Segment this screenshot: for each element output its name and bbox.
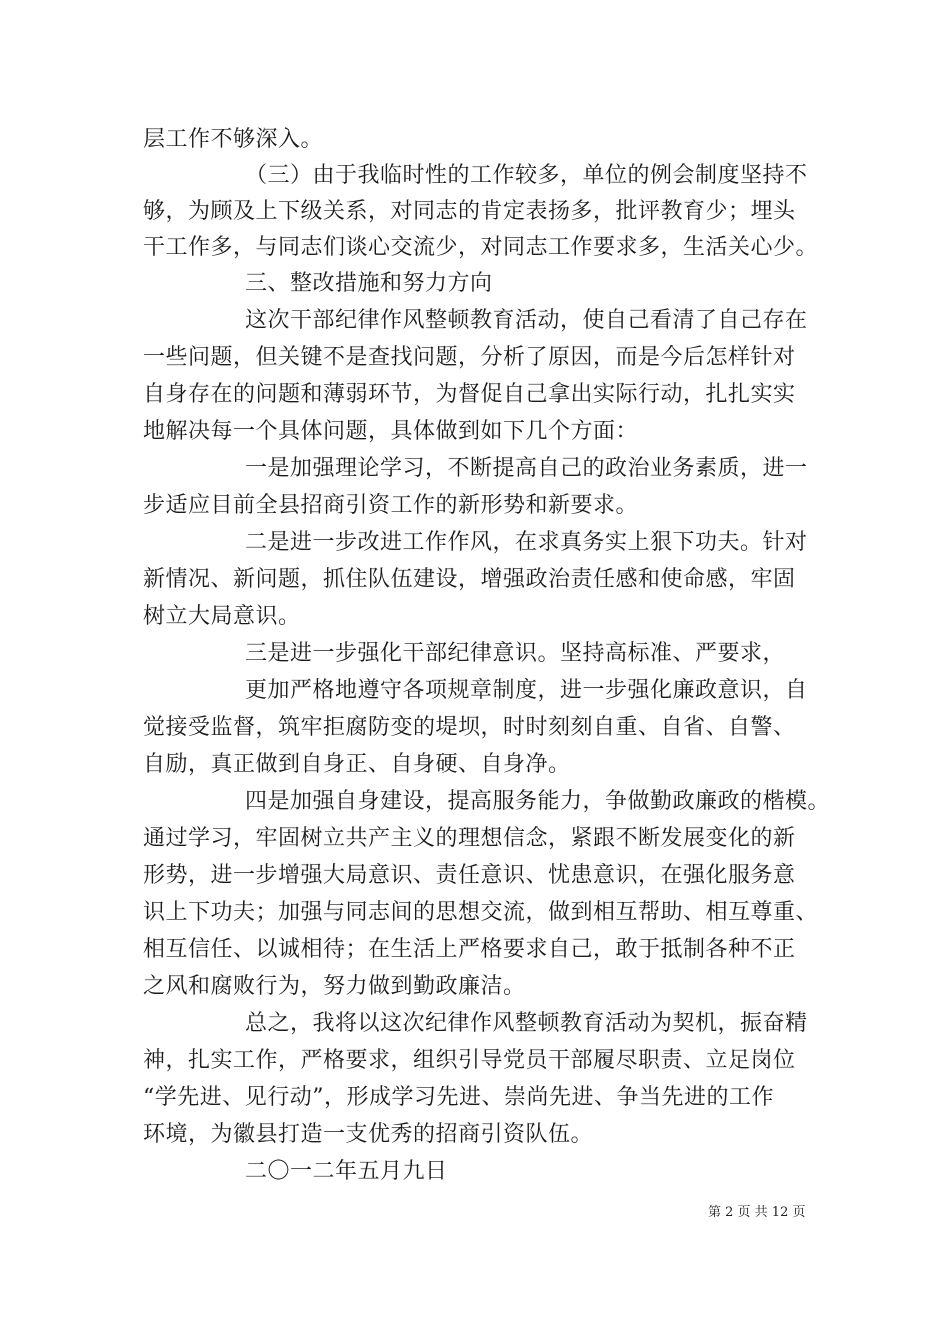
text-line: 总之，我将以这次纪律作风整顿教育活动为契机，振奋精 <box>245 1011 808 1036</box>
text-line: 树立大局意识。 <box>143 604 301 629</box>
text-line: 相互信任、以诚相待；在生活上严格要求自己，敢于抵制各种不正 <box>143 937 796 962</box>
text-line: 新情况、新问题，抓住队伍建设，增强政治责任感和使命感，牢固 <box>143 567 796 592</box>
text-line: 觉接受监督，筑牢拒腐防变的堤坝，时时刻刻自重、自省、自警、 <box>143 715 796 740</box>
text-line: 自身存在的问题和薄弱环节，为督促自己拿出实际行动，扎扎实实 <box>143 382 796 407</box>
text-line: 干工作多，与同志们谈心交流少，对同志工作要求多，生活关心少。 <box>143 235 819 260</box>
text-line: 神，扎实工作，严格要求，组织引导党员干部履尽职责、立足岗位 <box>143 1048 796 1073</box>
text-line: 四是加强自身建设，提高服务能力，争做勤政廉政的楷模。 <box>245 789 831 814</box>
text-line: （三）由于我临时性的工作较多，单位的例会制度坚持不 <box>245 163 808 188</box>
text-line: 层工作不够深入。 <box>143 127 324 152</box>
text-line: 一是加强理论学习，不断提高自己的政治业务素质，进一 <box>245 456 808 481</box>
text-line: 形势，进一步增强大局意识、责任意识、忧患意识，在强化服务意 <box>143 863 796 888</box>
text-line: 通过学习，牢固树立共产主义的理想信念，紧跟不断发展变化的新 <box>143 826 796 851</box>
text-line: “学先进、见行动”，形成学习先进、崇尚先进、争当先进的工作 <box>143 1085 774 1110</box>
section-heading: 三、整改措施和努力方向 <box>245 271 493 296</box>
text-line: 识上下功夫；加强与同志间的思想交流，做到相互帮助、相互尊重、 <box>143 900 819 925</box>
text-line: 步适应目前全县招商引资工作的新形势和新要求。 <box>143 493 639 518</box>
text-line: 三是进一步强化干部纪律意识。坚持高标准、严要求， <box>245 641 786 666</box>
text-line: 环境，为徽县打造一支优秀的招商引资队伍。 <box>143 1122 594 1147</box>
page-number-footer: 第 2 页 共 12 页 <box>708 1205 806 1220</box>
text-line: 更加严格地遵守各项规章制度，进一步强化廉政意识，自 <box>245 678 808 703</box>
text-line: 够，为顾及上下级关系，对同志的肯定表扬多，批评教育少；埋头 <box>143 199 796 224</box>
text-line: 这次干部纪律作风整顿教育活动，使自己看清了自己存在 <box>245 308 808 333</box>
text-line: 之风和腐败行为，努力做到勤政廉洁。 <box>143 974 526 999</box>
text-line: 一些问题，但关键不是查找问题，分析了原因，而是今后怎样针对 <box>143 345 796 370</box>
text-line: 自励，真正做到自身正、自身硬、自身净。 <box>143 752 571 777</box>
date-line: 二〇一二年五月九日 <box>245 1159 448 1184</box>
text-line: 二是进一步改进工作作风，在求真务实上狠下功夫。针对 <box>245 530 808 555</box>
text-line: 地解决每一个具体问题，具体做到如下几个方面： <box>143 419 639 444</box>
